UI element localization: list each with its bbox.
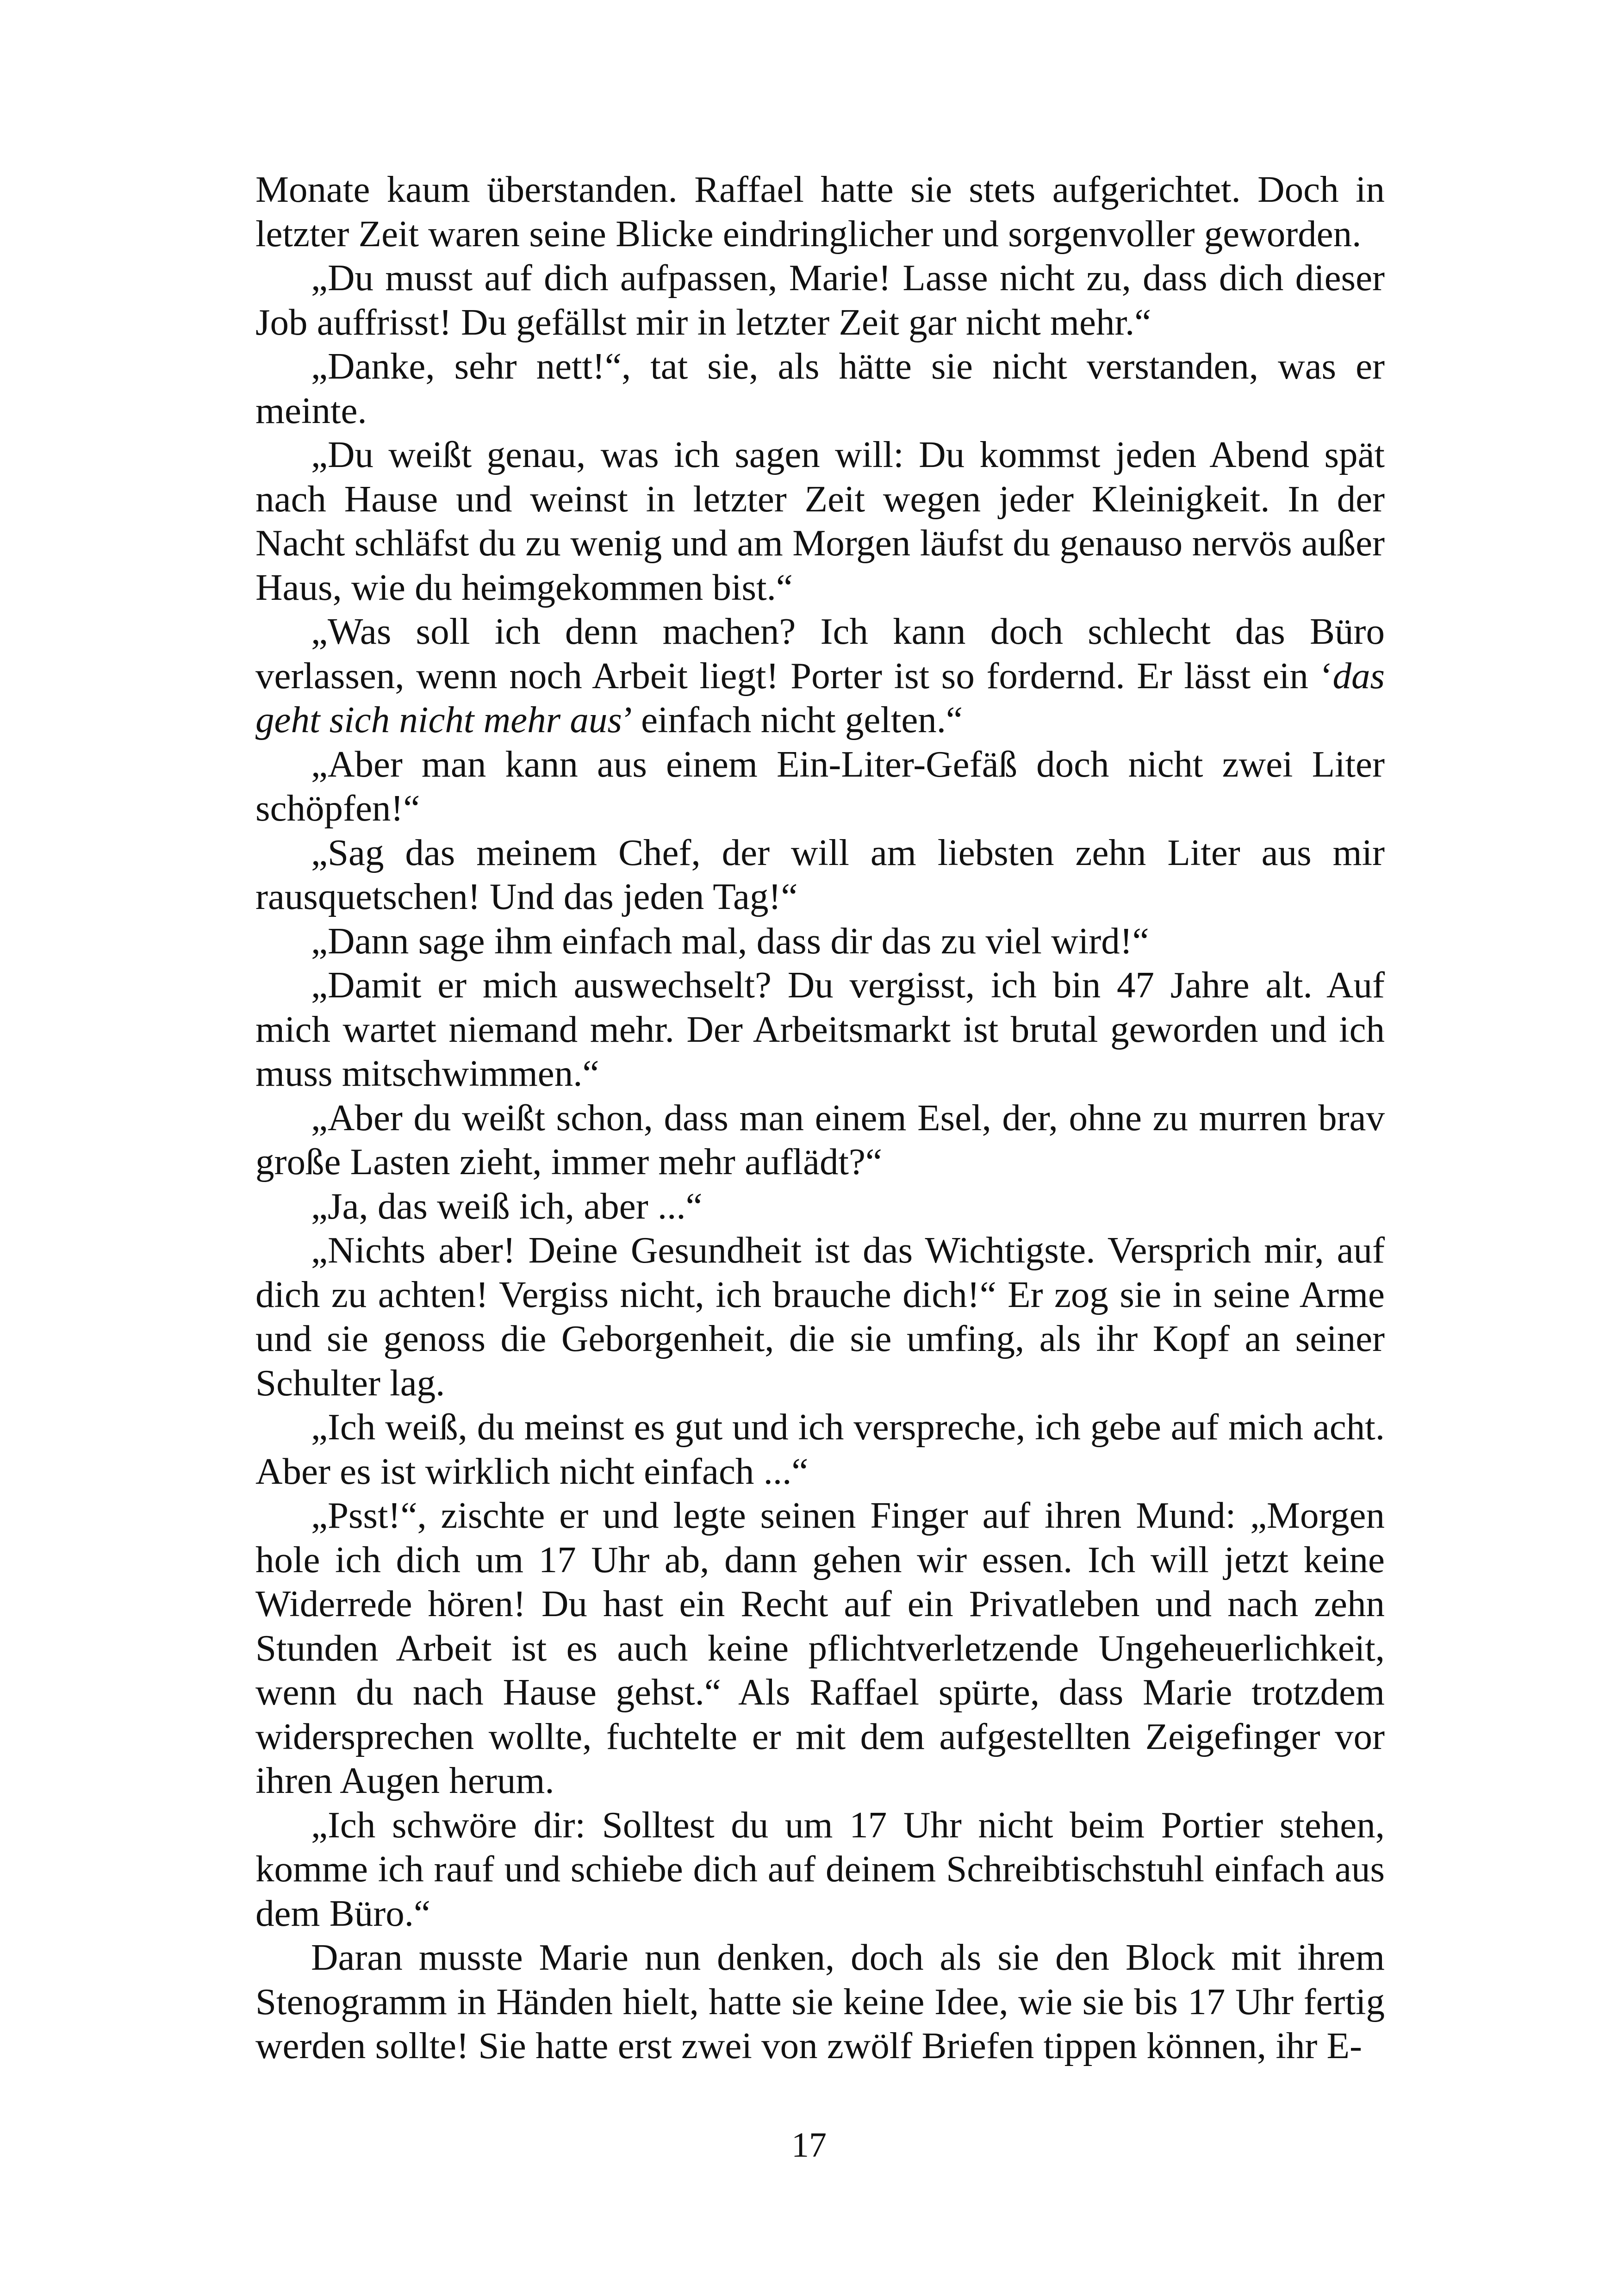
paragraph: „Ich weiß, du meinst es gut und ich verspreche, ich gebe auf mich acht. Aber es ist wirklich nicht einfach ...“: [255, 1406, 1385, 1492]
italic-phrase: das geht sich nicht mehr aus: [255, 654, 1385, 740]
paragraph-text: ’ einfach nicht gelten.“: [622, 699, 963, 740]
body-text: [255, 168, 1385, 2068]
paragraph: Monate kaum überstanden. Raffael hatte sie stets aufgerichtet. Doch in letzter Zeit waren seine Blicke eindringlicher und sorgenvoller geworden.: [255, 168, 1385, 255]
paragraph: „Aber man kann aus einem Ein-Liter-Gefäß doch nicht zwei Liter schöpfen!“: [255, 743, 1385, 829]
paragraph: „Du weißt genau, was ich sagen will: Du kommst jeden Abend spät nach Hause und weinst in letzter Zeit wegen jeder Kleinigkeit. In der Nacht schläfst du zu wenig und am Morgen läufst du genauso nervös außer Haus, wie du heimgekommen bist.“: [255, 434, 1385, 608]
paragraph: „Ich schwöre dir: Solltest du um 17 Uhr nicht beim Portier stehen, komme ich rauf und schiebe dich auf deinem Schreibtischstuhl einfach aus dem Büro.“: [255, 1804, 1385, 1934]
page-number: 17: [791, 2126, 827, 2165]
paragraph: „Aber du weißt schon, dass man einem Esel, der, ohne zu murren brav große Lasten zieht, immer mehr auflädt?“: [255, 1096, 1385, 1182]
paragraph: Daran musste Marie nun denken, doch als sie den Block mit ihrem Stenogramm in Händen hielt, hatte sie keine Idee, wie sie bis 17 Uhr fertig werden sollte! Sie hatte erst zwei von zwölf Briefen tippen können, ihr E-: [255, 1936, 1385, 2066]
paragraph: „Psst!“, zischte er und legte seinen Finger auf ihren Mund: „Morgen hole ich dich um 17 Uhr ab, dann gehen wir essen. Ich will jetzt keine Widerrede hören! Du hast ein Recht auf ein Privatleben und nach zehn Stunden Arbeit ist es auch keine pflichtverletzende Ungeheuerlichkeit, wenn du nach Hause gehst.“ Als Raffael spürte, dass Marie trotzdem widersprechen wollte, fuchtelte er mit dem aufgestellten Zeigefinger vor ihren Augen herum.: [255, 1494, 1385, 1801]
paragraph: [255, 610, 1385, 742]
paragraph: „Nichts aber! Deine Gesundheit ist das Wichtigste. Versprich mir, auf dich zu achten! Vergiss nicht, ich brauche dich!“ Er zog sie in seine Arme und sie genoss die Geborgenheit, die sie umfing, als ihr Kopf an seiner Schulter lag.: [255, 1229, 1385, 1404]
paragraph: „Damit er mich auswechselt? Du vergisst, ich bin 47 Jahre alt. Auf mich wartet niemand mehr. Der Arbeitsmarkt ist brutal geworden und ich muss mitschwimmen.“: [255, 964, 1385, 1094]
paragraph: „Dann sage ihm einfach mal, dass dir das zu viel wird!“: [311, 920, 1149, 962]
paragraph: „Ja, das weiß ich, aber ...“: [311, 1185, 703, 1227]
paragraph: „Sag das meinem Chef, der will am liebsten zehn Liter aus mir rausquetschen! Und das jeden Tag!“: [255, 831, 1385, 917]
paragraph: „Du musst auf dich aufpassen, Marie! Lasse nicht zu, dass dich dieser Job auffrisst! Du gefällst mir in letzter Zeit gar nicht mehr.“: [255, 257, 1385, 343]
paragraph-text: „Was soll ich denn machen? Ich kann doch schlecht das Büro verlassen, wenn noch Arbeit liegt! Porter ist so fordernd. Er lässt ein ‘: [255, 610, 1385, 697]
paragraph: „Danke, sehr nett!“, tat sie, als hätte sie nicht verstanden, was er meinte.: [255, 345, 1385, 431]
